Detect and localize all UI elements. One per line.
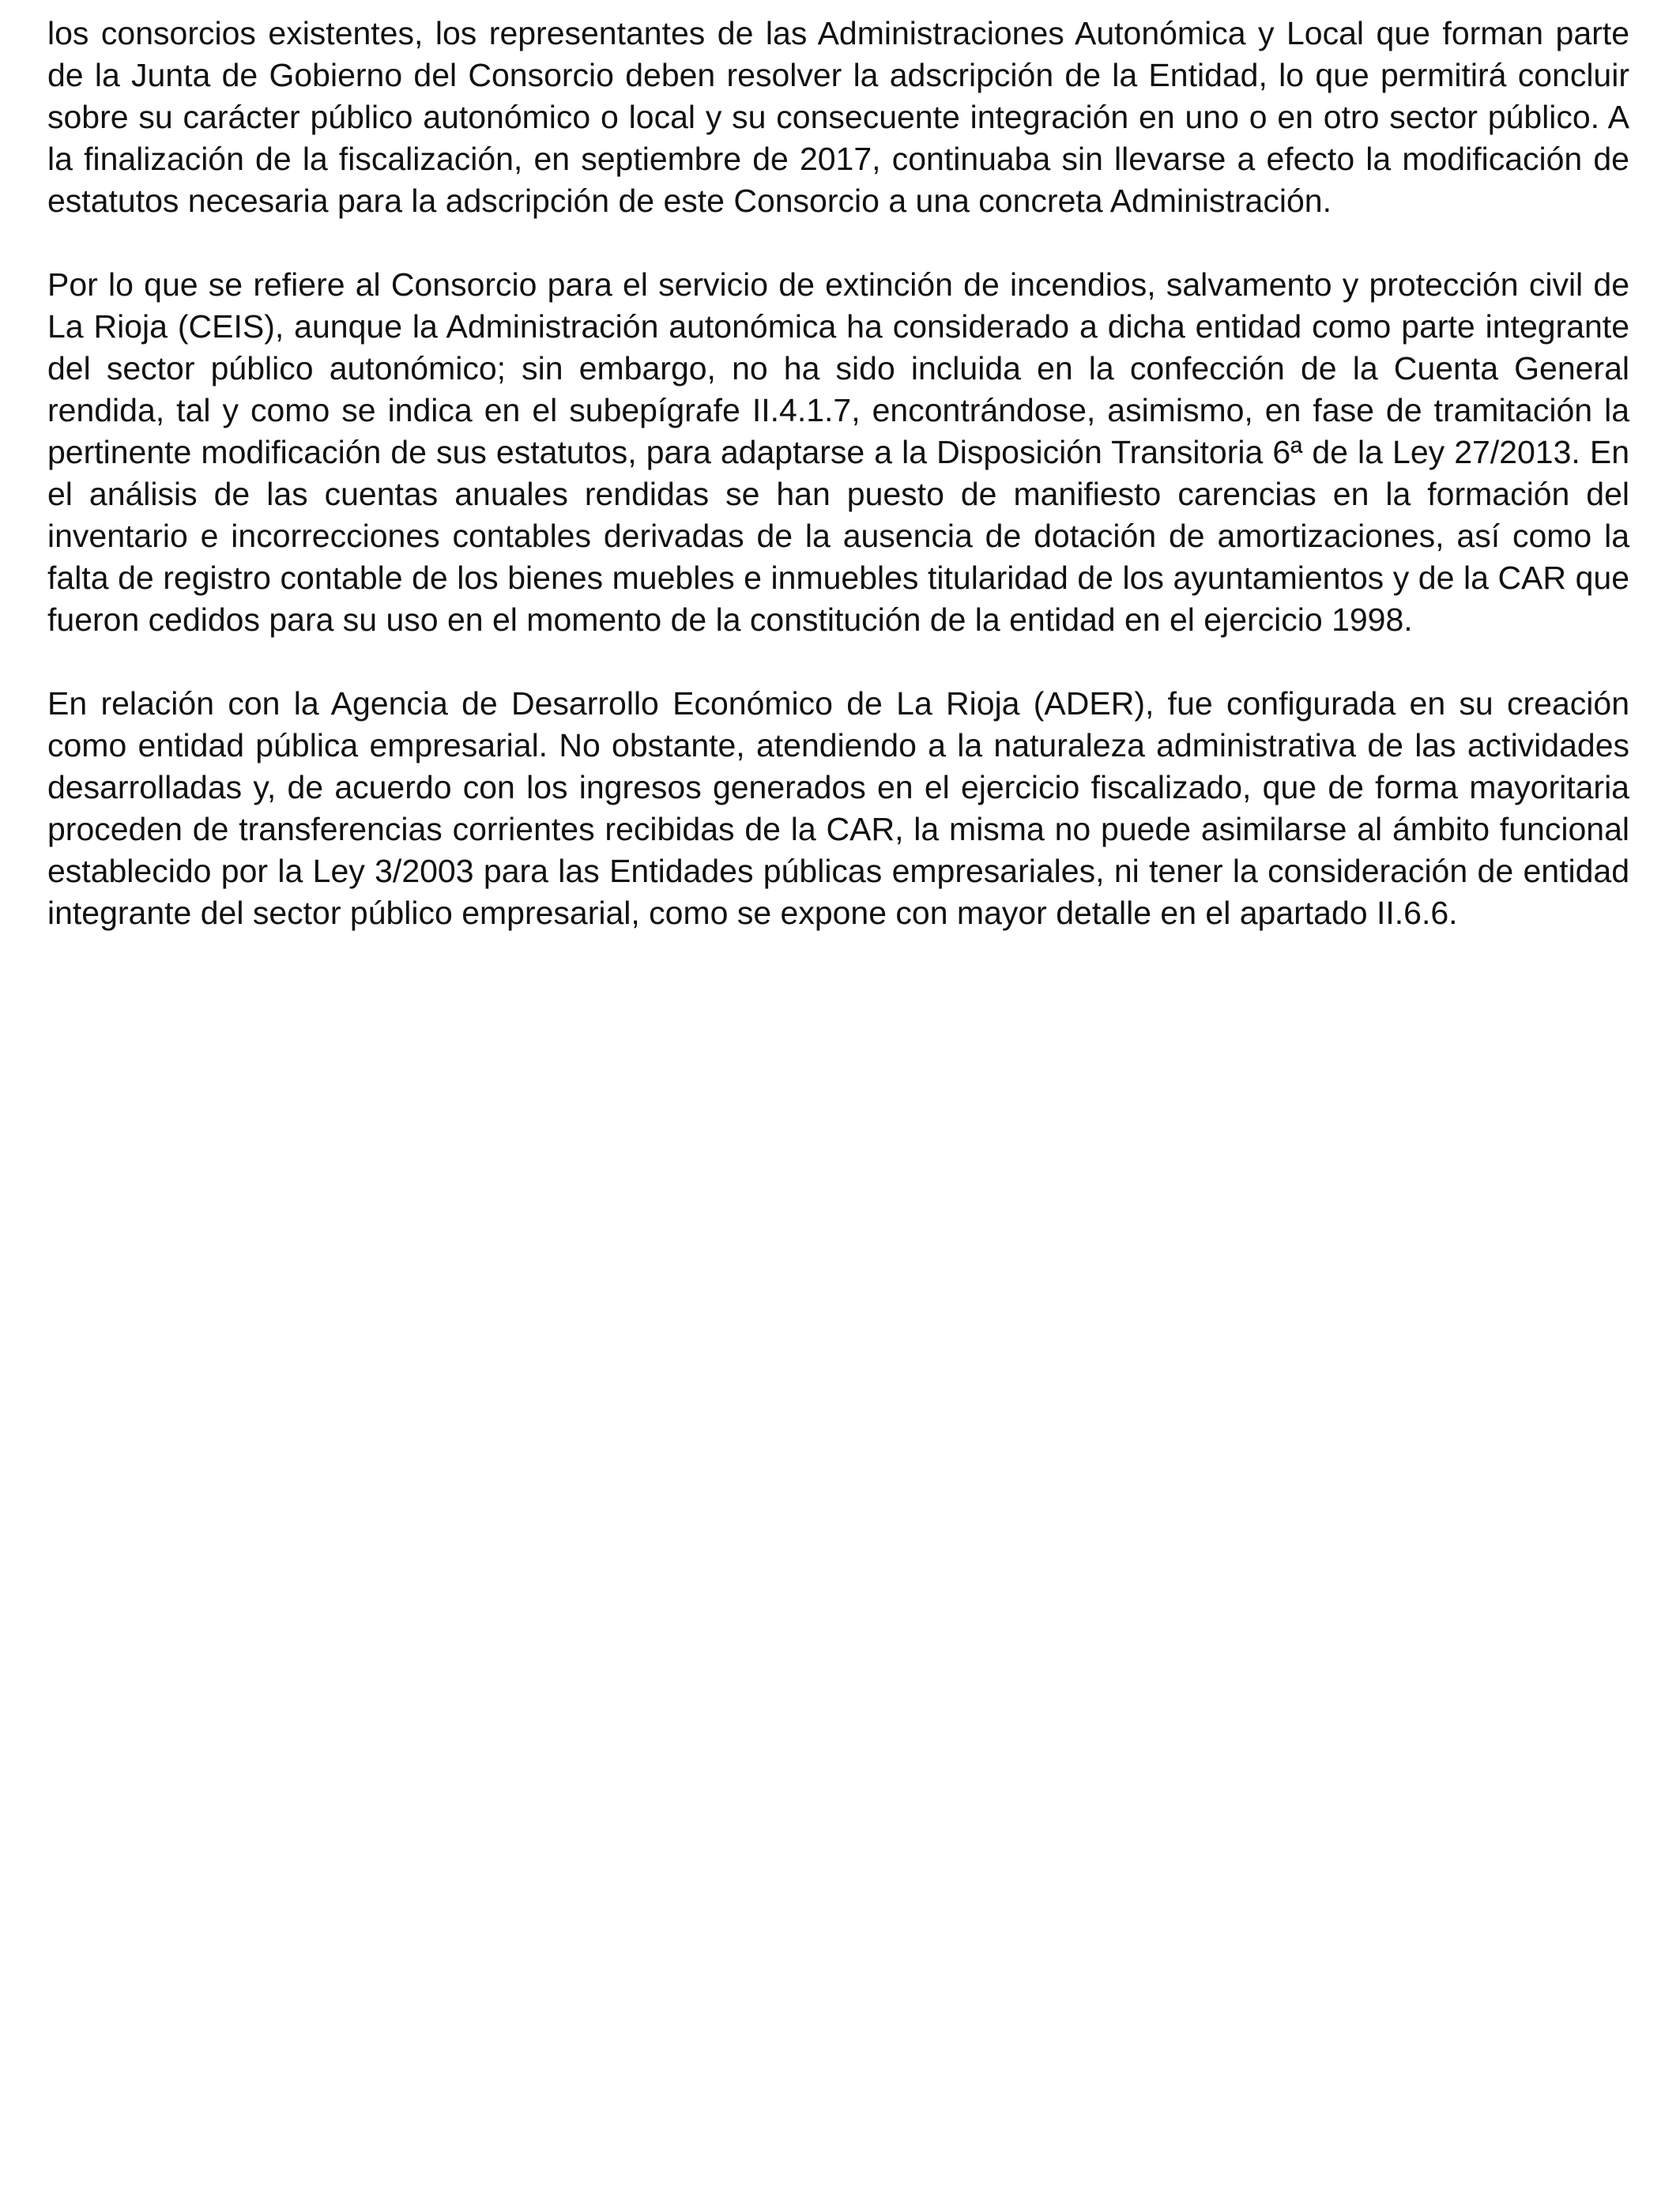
paragraph-ceis: Por lo que se refiere al Consorcio para el servicio de extinción de incendios, salvamento y protección civil de La Rioja (CEIS), aunque la Administración autonómica ha considerado a dicha entidad como parte integrante del sector público autonómico; sin embargo, no ha sido incluida en la confección de la Cuenta General rendida, tal y como se indica en el subepígrafe II.4.1.7, encontrándose, asimismo, en fase de tramitación la pertinente modificación de sus estatutos, para adaptarse a la Disposición Transitoria 6ª de la Ley 27/2013. En el análisis de las cuentas anuales rendidas se han puesto de manifiesto carencias en la formación del inventario e incorrecciones contables derivadas de la ausencia de dotación de amortizaciones, así como la falta de registro contable de los bienes muebles e inmuebles titularidad de los ayuntamientos y de la CAR que fueron cedidos para su uso en el momento de la constitución de la entidad en el ejercicio 1998. bbox=[47, 266, 1629, 638]
paragraph-consorcios-adscripcion: los consorcios existentes, los representantes de las Administraciones Autonómica y Local que forman parte de la Junta de Gobierno del Consorcio deben resolver la adscripción de la Entidad, lo que permitirá concluir sobre su carácter público autonómico o local y su consecuente integración en uno o en otro sector público. A la finalización de la fiscalización, en septiembre de 2017, continuaba sin llevarse a efecto la modificación de estatutos necesaria para la adscripción de este Consorcio a una concreta Administración. bbox=[47, 15, 1629, 219]
paragraph-ader: En relación con la Agencia de Desarrollo Económico de La Rioja (ADER), fue configurada en su creación como entidad pública empresarial. No obstante, atendiendo a la naturaleza administrativa de las actividades desarrolladas y, de acuerdo con los ingresos generados en el ejercicio fiscalizado, que de forma mayoritaria proceden de transferencias corrientes recibidas de la CAR, la misma no puede asimilarse al ámbito funcional establecido por la Ley 3/2003 para las Entidades públicas empresariales, ni tener la consideración de entidad integrante del sector público empresarial, como se expone con mayor detalle en el apartado II.6.6. bbox=[47, 685, 1629, 931]
body-text bbox=[47, 13, 1629, 976]
